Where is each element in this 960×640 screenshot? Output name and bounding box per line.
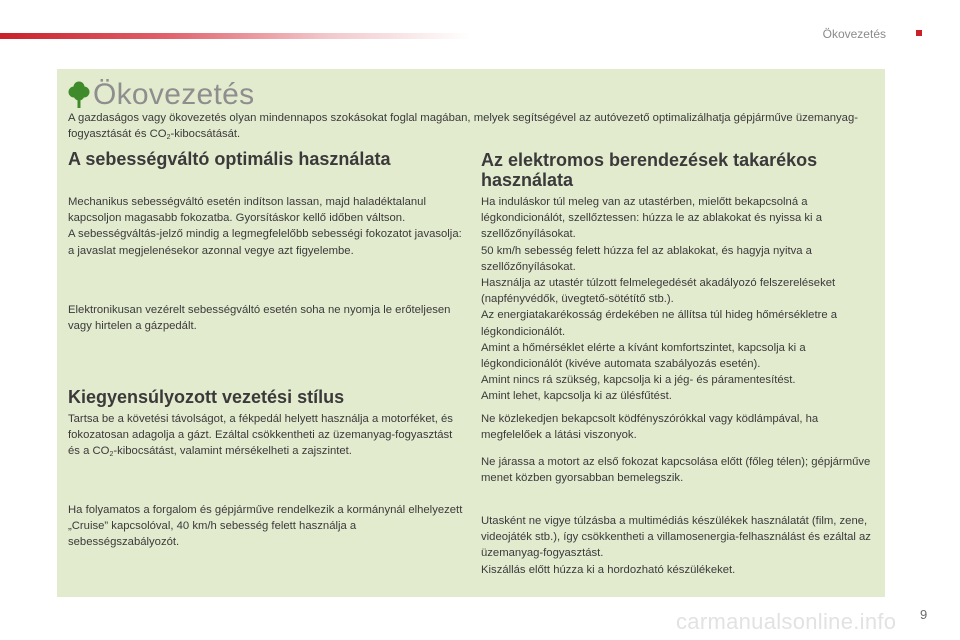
header-marker — [916, 30, 922, 36]
electrical-paragraph-4: Utasként ne vigye túlzásba a multimédiás készülékek használatát (film, zene, videojáték stb.), így csökkentheti a villamosenergia-felhasználást és ezáltal az üzemanyag-fogyasztást. Kiszállás előtt húzza ki a hordozható készülékeket. — [481, 515, 871, 576]
page-number: 9 — [920, 607, 928, 622]
driving-style-paragraph-2: Ha folyamatos a forgalom és gépjárműve rendelkezik a kormánynál elhelyezett „Cruise” kapcsolóval, 40 km/h sebesség felett használja a sebességszabályozót. — [68, 504, 463, 549]
driving-style-paragraph-1: Tartsa be a követési távolságot, a fékpedál helyett használja a motorféket, és fokozatosan adagolja a gázt. Ezáltal csökkentheti az üzemanyag-fogyasztást és a $CO_2$-kibocsátást, valamint mérsékelheti a zajszintet. — [68, 413, 453, 459]
electrical-paragraph-2: Ne közlekedjen bekapcsolt ködfényszórókkal vagy ködlámpával, ha megfelelőek a látási viszonyok. — [481, 413, 819, 442]
gearbox-paragraph-1: Mechanikus sebességváltó esetén indítson lassan, majd haladéktalanul kapcsoljon magasabb fokozatba. Gyorsításkor kellő időben váltson. A sebességváltás-jelző mindig a legmegfelelőbb sebességi fokozatot javasolja: a javaslat megjelenésekor azonnal vegye azt figyelembe. — [68, 196, 462, 257]
electrical-paragraph-3: Ne járassa a motort az első fokozat kapcsolása előtt (főleg télen); gépjárműve menet közben gyorsabban bemelegszik. — [481, 456, 871, 485]
page-title — [68, 78, 254, 112]
electrical-paragraph-1: Ha induláskor túl meleg van az utastérben, mielőtt bekapcsolná a légkondicionálót, szellőztessen: húzza le az ablakokat és nyissa ki a szellőzőnyílásokat. 50 km/h sebesség felett húzza fel az ablakokat, és hagyja nyitva a szellőzőnyílásokat. Használja az utastér túlzott felmelegedését akadályozó felszereléseket (napfényvédők, üvegtető-sötétítő stb.). Az energiatakarékosság érdekében ne állítsa túl hideg hőmérsékletre a légkondicionálót. Amint a hőmérséklet elérte a kívánt komfortszintet, kapcsolja ki a légkondicionálót (kivéve automata szabályozás esetén). Amint nincs rá szükség, kapcsolja ki a jég- és páramentesítést. Amint lehet, kapcsolja ki az ülésfűtést. — [481, 196, 838, 403]
watermark: carmanualsonline.info — [676, 609, 897, 634]
section-heading-driving-style: Kiegyensúlyozott vezetési stílus — [68, 387, 345, 407]
intro-text: A gazdaságos vagy ökovezetés olyan mindennapos szokásokat foglal magában, melyek segítségével az autóvezető optimalizálhatja gépjárműve üzemanyag-fogyasztását és $CO_2$-kibocsátását. — [68, 112, 858, 141]
gearbox-paragraph-2: Elektronikusan vezérelt sebességváltó esetén soha ne nyomja le erőteljesen vagy hirtelen a gázpedált. — [68, 304, 451, 333]
section-heading-gearbox: A sebességváltó optimális használata — [68, 149, 391, 169]
header-section-title: Ökovezetés — [822, 27, 886, 41]
page-title-text: Ökovezetés — [93, 78, 255, 111]
tree-icon — [68, 81, 90, 109]
header-accent-bar — [0, 33, 470, 39]
section-heading-electrical: Az elektromos berendezések takarékos használata — [481, 150, 818, 190]
